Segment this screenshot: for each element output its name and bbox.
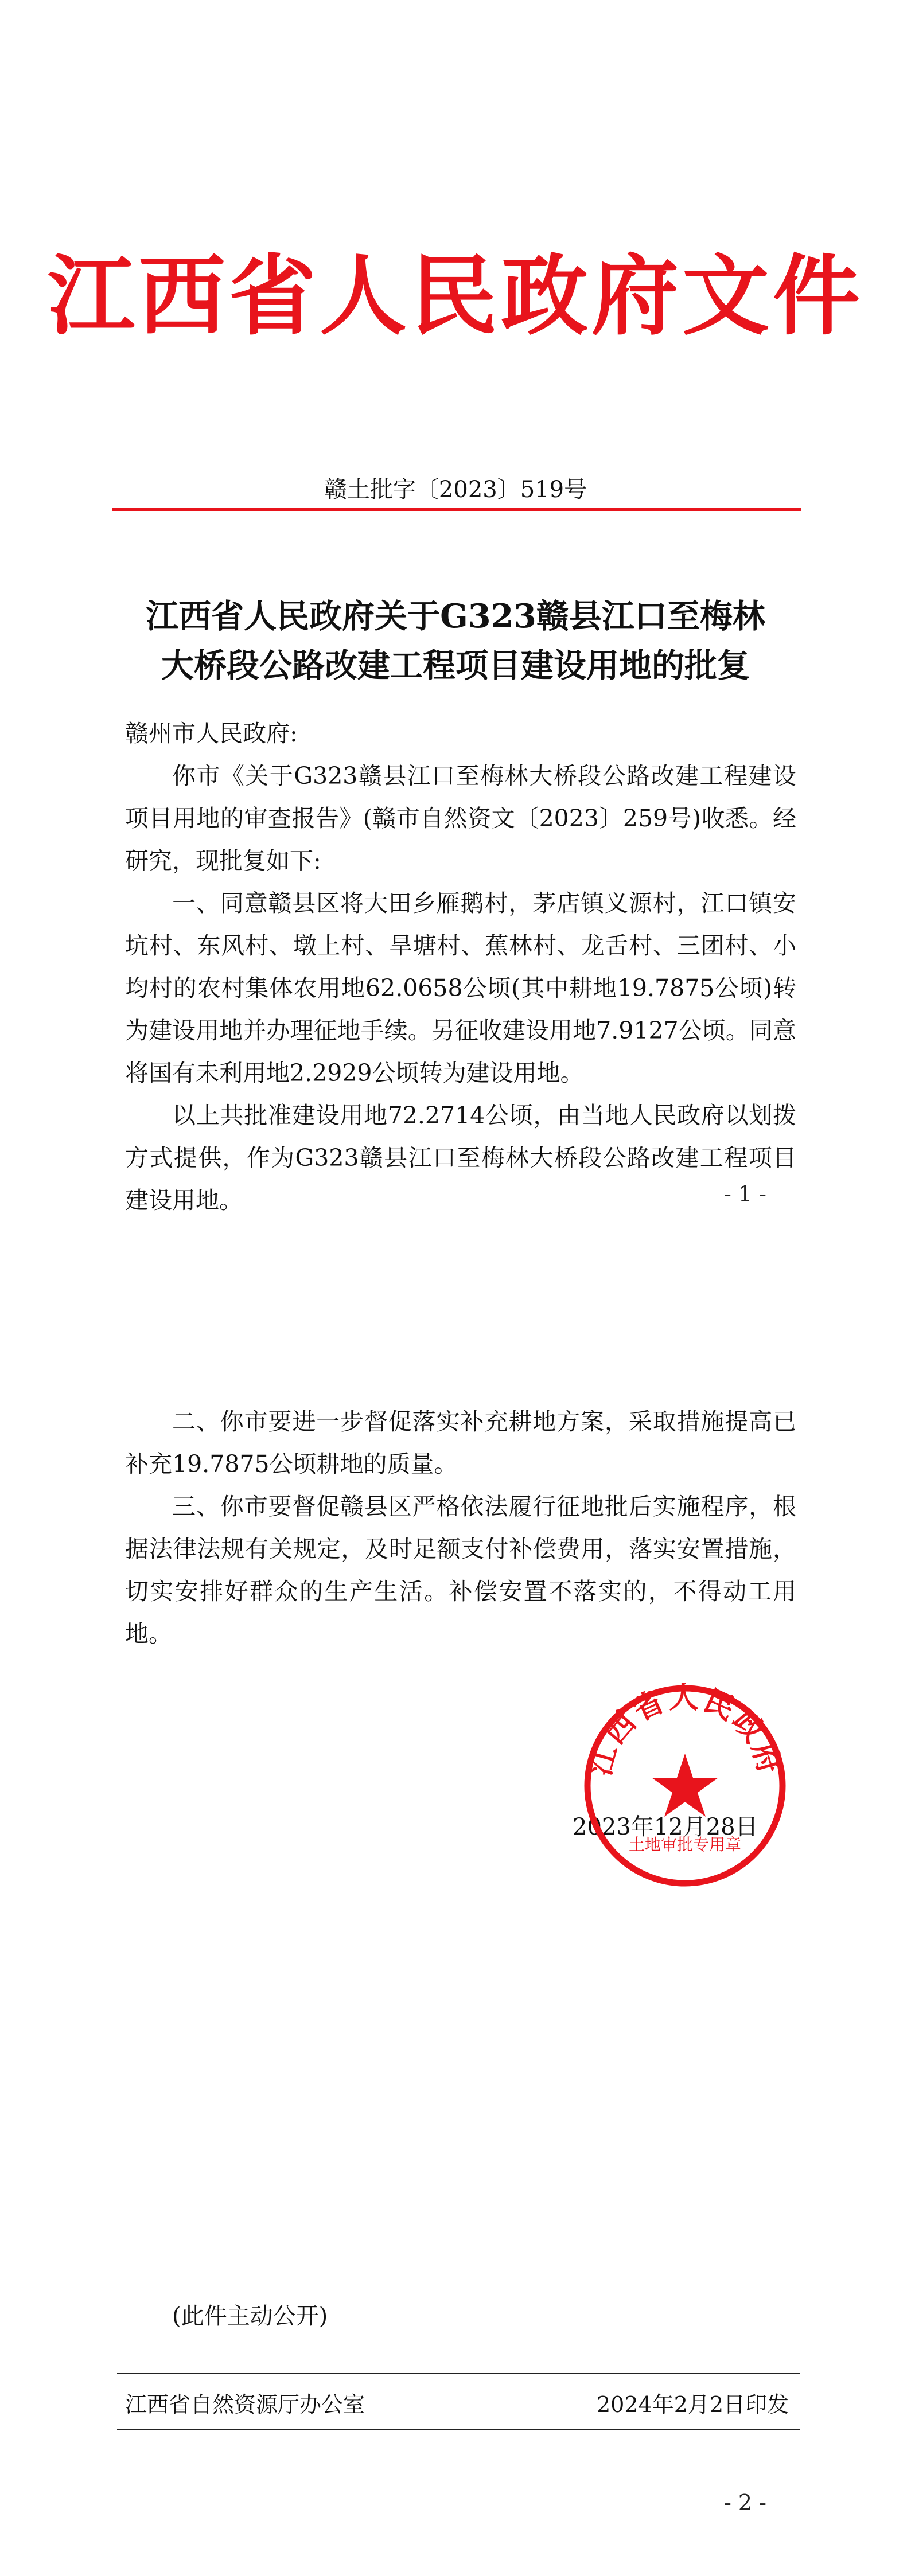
document-title-line-1: 江西省人民政府关于G323赣县江口至梅林 — [146, 597, 765, 635]
body-page-1 — [125, 755, 796, 1221]
document-number: 赣土批字〔2023〕519号 — [324, 477, 587, 503]
paragraph-item-1: 一、同意赣县区将大田乡雁鹅村，茅店镇义源村，江口镇安坑村、东风村、墩上村、旱塘村、蕉林村、龙舌村、三团村、小均村的农村集体农用地62.0658公顷(其中耕地19.7875公顷)转为建设用地并办理征地手续。另征收建设用地7.9127公顷。同意将国有未利用地2.2929公顷转为建设用地。 — [125, 889, 796, 1087]
public-disclosure-note: (此件主动公开) — [172, 2303, 328, 2329]
seal-bottom-text: 土地审批专用章 — [628, 1835, 742, 1854]
paragraph-intro: 你市《关于G323赣县江口至梅林大桥段公路改建工程建设项目用地的审查报告》(赣市自然资文〔2023〕259号)收悉。经研究，现批复如下: — [125, 762, 796, 875]
header-red-divider — [112, 508, 801, 511]
footer-bottom-line — [117, 2429, 800, 2430]
seal-arc-text: 江西省人民政府 — [582, 1680, 788, 1779]
footer-top-line — [117, 2373, 800, 2374]
issuing-office: 江西省自然资源厅办公室 — [125, 2392, 365, 2417]
paragraph-item-2: 二、你市要进一步督促落实补充耕地方案，采取措施提高已补充19.7875公顷耕地的质量。 — [125, 1408, 796, 1478]
signing-date: 2023年12月28日 — [573, 1814, 758, 1840]
paragraph-summary: 以上共批准建设用地72.2714公顷，由当地人民政府以划拨方式提供，作为G323赣县江口至梅林大桥段公路改建工程项目建设用地。 — [125, 1102, 796, 1214]
seal-star-icon — [652, 1754, 718, 1817]
salutation: 赣州市人民政府: — [125, 720, 298, 747]
issuer-title: 江西省人民政府文件 — [48, 244, 863, 347]
official-seal-stamp — [579, 1680, 791, 1891]
page-number-1: - 1 - — [724, 1181, 767, 1207]
print-date: 2024年2月2日印发 — [597, 2392, 789, 2417]
page-number-2: - 2 - — [724, 2490, 767, 2515]
document-title-line-2: 大桥段公路改建工程项目建设用地的批复 — [161, 646, 750, 685]
document-title — [0, 592, 911, 690]
body-page-2 — [125, 1400, 796, 1655]
paragraph-item-3: 三、你市要督促赣县区严格依法履行征地批后实施程序，根据法律法规有关规定，及时足额支付补偿费用，落实安置措施，切实安排好群众的生产生活。补偿安置不落实的，不得动工用地。 — [125, 1493, 796, 1648]
